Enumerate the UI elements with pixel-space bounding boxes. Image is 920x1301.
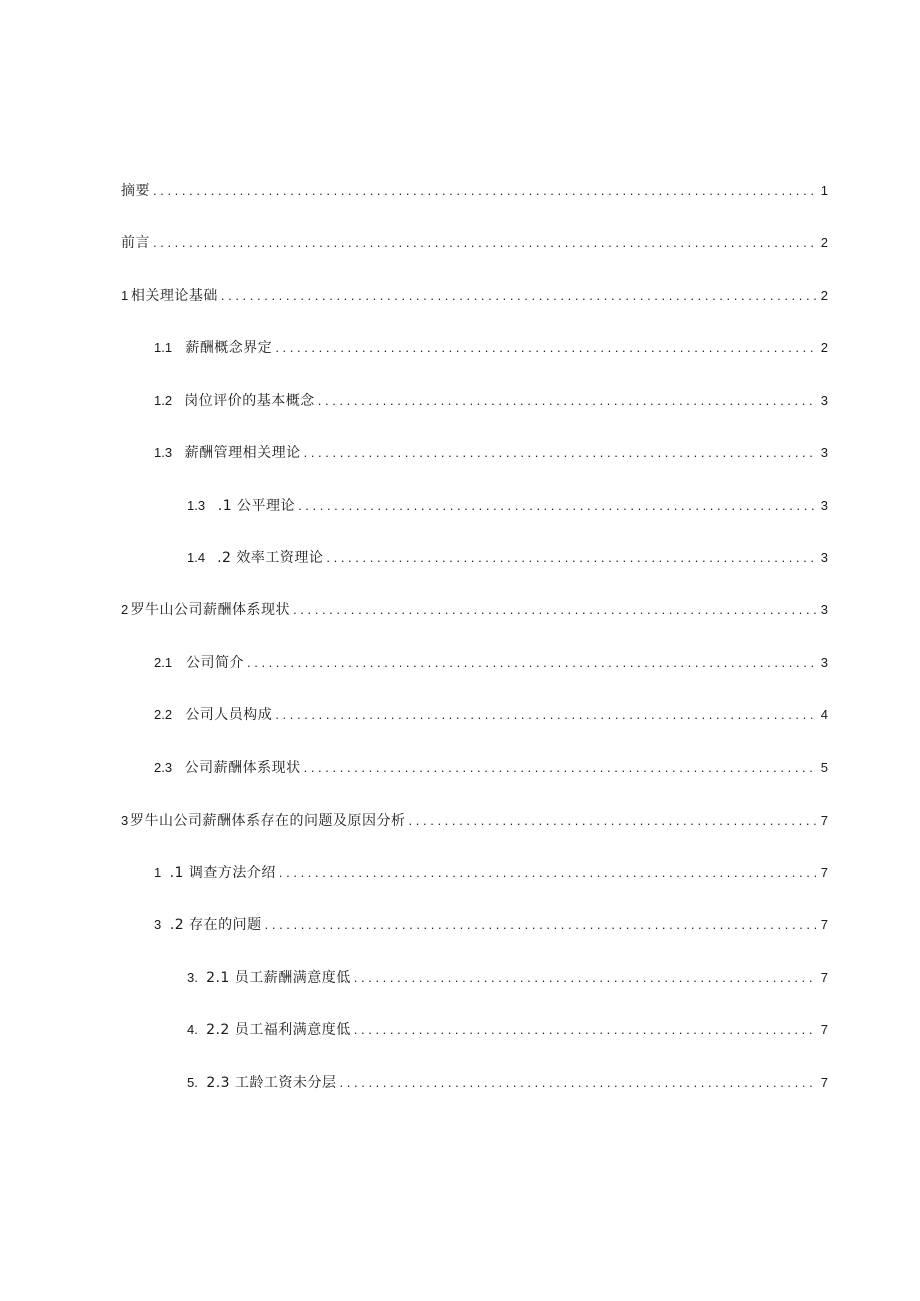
toc-leader-dots (279, 863, 816, 883)
toc-title: 相关理论基础 (130, 288, 218, 304)
toc-number: 1.3 (154, 445, 173, 460)
toc-page-number: 2 (820, 288, 828, 303)
toc-leader-dots (293, 600, 816, 620)
toc-number: 1.1 (154, 340, 173, 355)
toc-page-number: 2 (820, 235, 828, 250)
toc-page-number: 7 (820, 970, 828, 985)
toc-number: 1 (154, 865, 162, 880)
toc-page-number: 3 (820, 445, 828, 460)
toc-entry-1-1[interactable] (154, 338, 828, 358)
toc-page-number: 1 (820, 183, 828, 198)
toc-leader-dots (409, 811, 816, 831)
toc-number: 2.1 (154, 655, 173, 670)
toc-entry-2-1[interactable] (154, 653, 828, 673)
toc-leader-dots (275, 338, 816, 358)
toc-leader-dots (318, 391, 816, 411)
toc-number: 2 (121, 602, 129, 617)
toc-number: 3 (121, 813, 129, 828)
toc-page-number: 7 (820, 1022, 828, 1037)
toc-title: 2.2 员工福利满意度低 (206, 1022, 351, 1038)
toc-number: 1 (121, 288, 129, 303)
toc-entry-1-3[interactable] (154, 443, 828, 463)
toc-leader-dots (354, 1020, 816, 1040)
toc-number: 3 (154, 917, 162, 932)
toc-title: 公司简介 (186, 655, 244, 671)
toc-title: .1 调查方法介绍 (169, 865, 276, 881)
toc-entry-3-1[interactable] (154, 863, 828, 883)
toc-number: 3. (187, 970, 198, 985)
toc-title: 前言 (121, 235, 150, 251)
toc-leader-dots (265, 915, 816, 935)
toc-page-number: 2 (820, 340, 828, 355)
toc-leader-dots (275, 705, 816, 725)
toc-leader-dots (247, 653, 816, 673)
toc-number: 2.3 (154, 760, 173, 775)
toc-leader-dots (153, 181, 816, 201)
toc-page-number: 7 (820, 865, 828, 880)
toc-title: 2.1 员工薪酬满意度低 (206, 970, 351, 986)
toc-leader-dots (304, 443, 816, 463)
toc-leader-dots (326, 548, 816, 568)
toc-entry-chapter-1[interactable] (121, 286, 828, 306)
toc-entry-1-2[interactable] (154, 391, 828, 411)
toc-title: .2 效率工资理论 (217, 550, 324, 566)
toc-page-number: 3 (820, 655, 828, 670)
toc-number: 5. (187, 1075, 198, 1090)
toc-number: 1.4 (187, 550, 206, 565)
toc-page-number: 4 (820, 707, 828, 722)
toc-entry-abstract[interactable] (121, 181, 828, 201)
toc-leader-dots (354, 968, 816, 988)
toc-page-number: 3 (820, 602, 828, 617)
toc-page-number: 7 (820, 1075, 828, 1090)
toc-title: 岗位评价的基本概念 (184, 393, 315, 409)
toc-entry-1-3-1[interactable] (187, 496, 828, 516)
toc-entry-3-2-1[interactable] (187, 968, 828, 988)
toc-page-number: 3 (820, 393, 828, 408)
toc-page-number: 3 (820, 550, 828, 565)
toc-entry-preface[interactable] (121, 233, 828, 253)
toc-leader-dots (340, 1073, 816, 1093)
toc-entry-3-2-3[interactable] (187, 1073, 828, 1093)
toc-entry-2-2[interactable] (154, 705, 828, 725)
toc-title: 摘要 (121, 183, 150, 199)
toc-entry-1-4-2[interactable] (187, 548, 828, 568)
toc-entry-2-3[interactable] (154, 758, 828, 778)
toc-title: 薪酬概念界定 (185, 340, 273, 356)
toc-title: 2.3 工龄工资未分层 (206, 1075, 337, 1091)
toc-page-number: 7 (820, 917, 828, 932)
toc-page-number: 5 (820, 760, 828, 775)
toc-number: 4. (187, 1022, 198, 1037)
toc-number: 1.3 (187, 498, 206, 513)
toc-title: 公司薪酬体系现状 (184, 760, 301, 776)
toc-entry-3-2-2[interactable] (187, 1020, 828, 1040)
toc-leader-dots (298, 496, 816, 516)
toc-title: 罗牛山公司薪酬体系存在的问题及原因分析 (130, 813, 406, 829)
toc-title: 薪酬管理相关理论 (184, 445, 301, 461)
toc-title: 罗牛山公司薪酬体系现状 (130, 602, 291, 618)
toc-entry-chapter-2[interactable] (121, 600, 828, 620)
toc-title: .1 公平理论 (217, 498, 296, 514)
toc-leader-dots (304, 758, 816, 778)
toc-leader-dots (153, 233, 816, 253)
toc-entry-chapter-3[interactable] (121, 811, 828, 831)
toc-page-number: 7 (820, 813, 828, 828)
toc-title: .2 存在的问题 (169, 917, 262, 933)
toc-number: 2.2 (154, 707, 173, 722)
toc-number: 1.2 (154, 393, 173, 408)
toc-entry-3-2[interactable] (154, 915, 828, 935)
toc-leader-dots (221, 286, 816, 306)
toc-page-number: 3 (820, 498, 828, 513)
toc-title: 公司人员构成 (185, 707, 273, 723)
